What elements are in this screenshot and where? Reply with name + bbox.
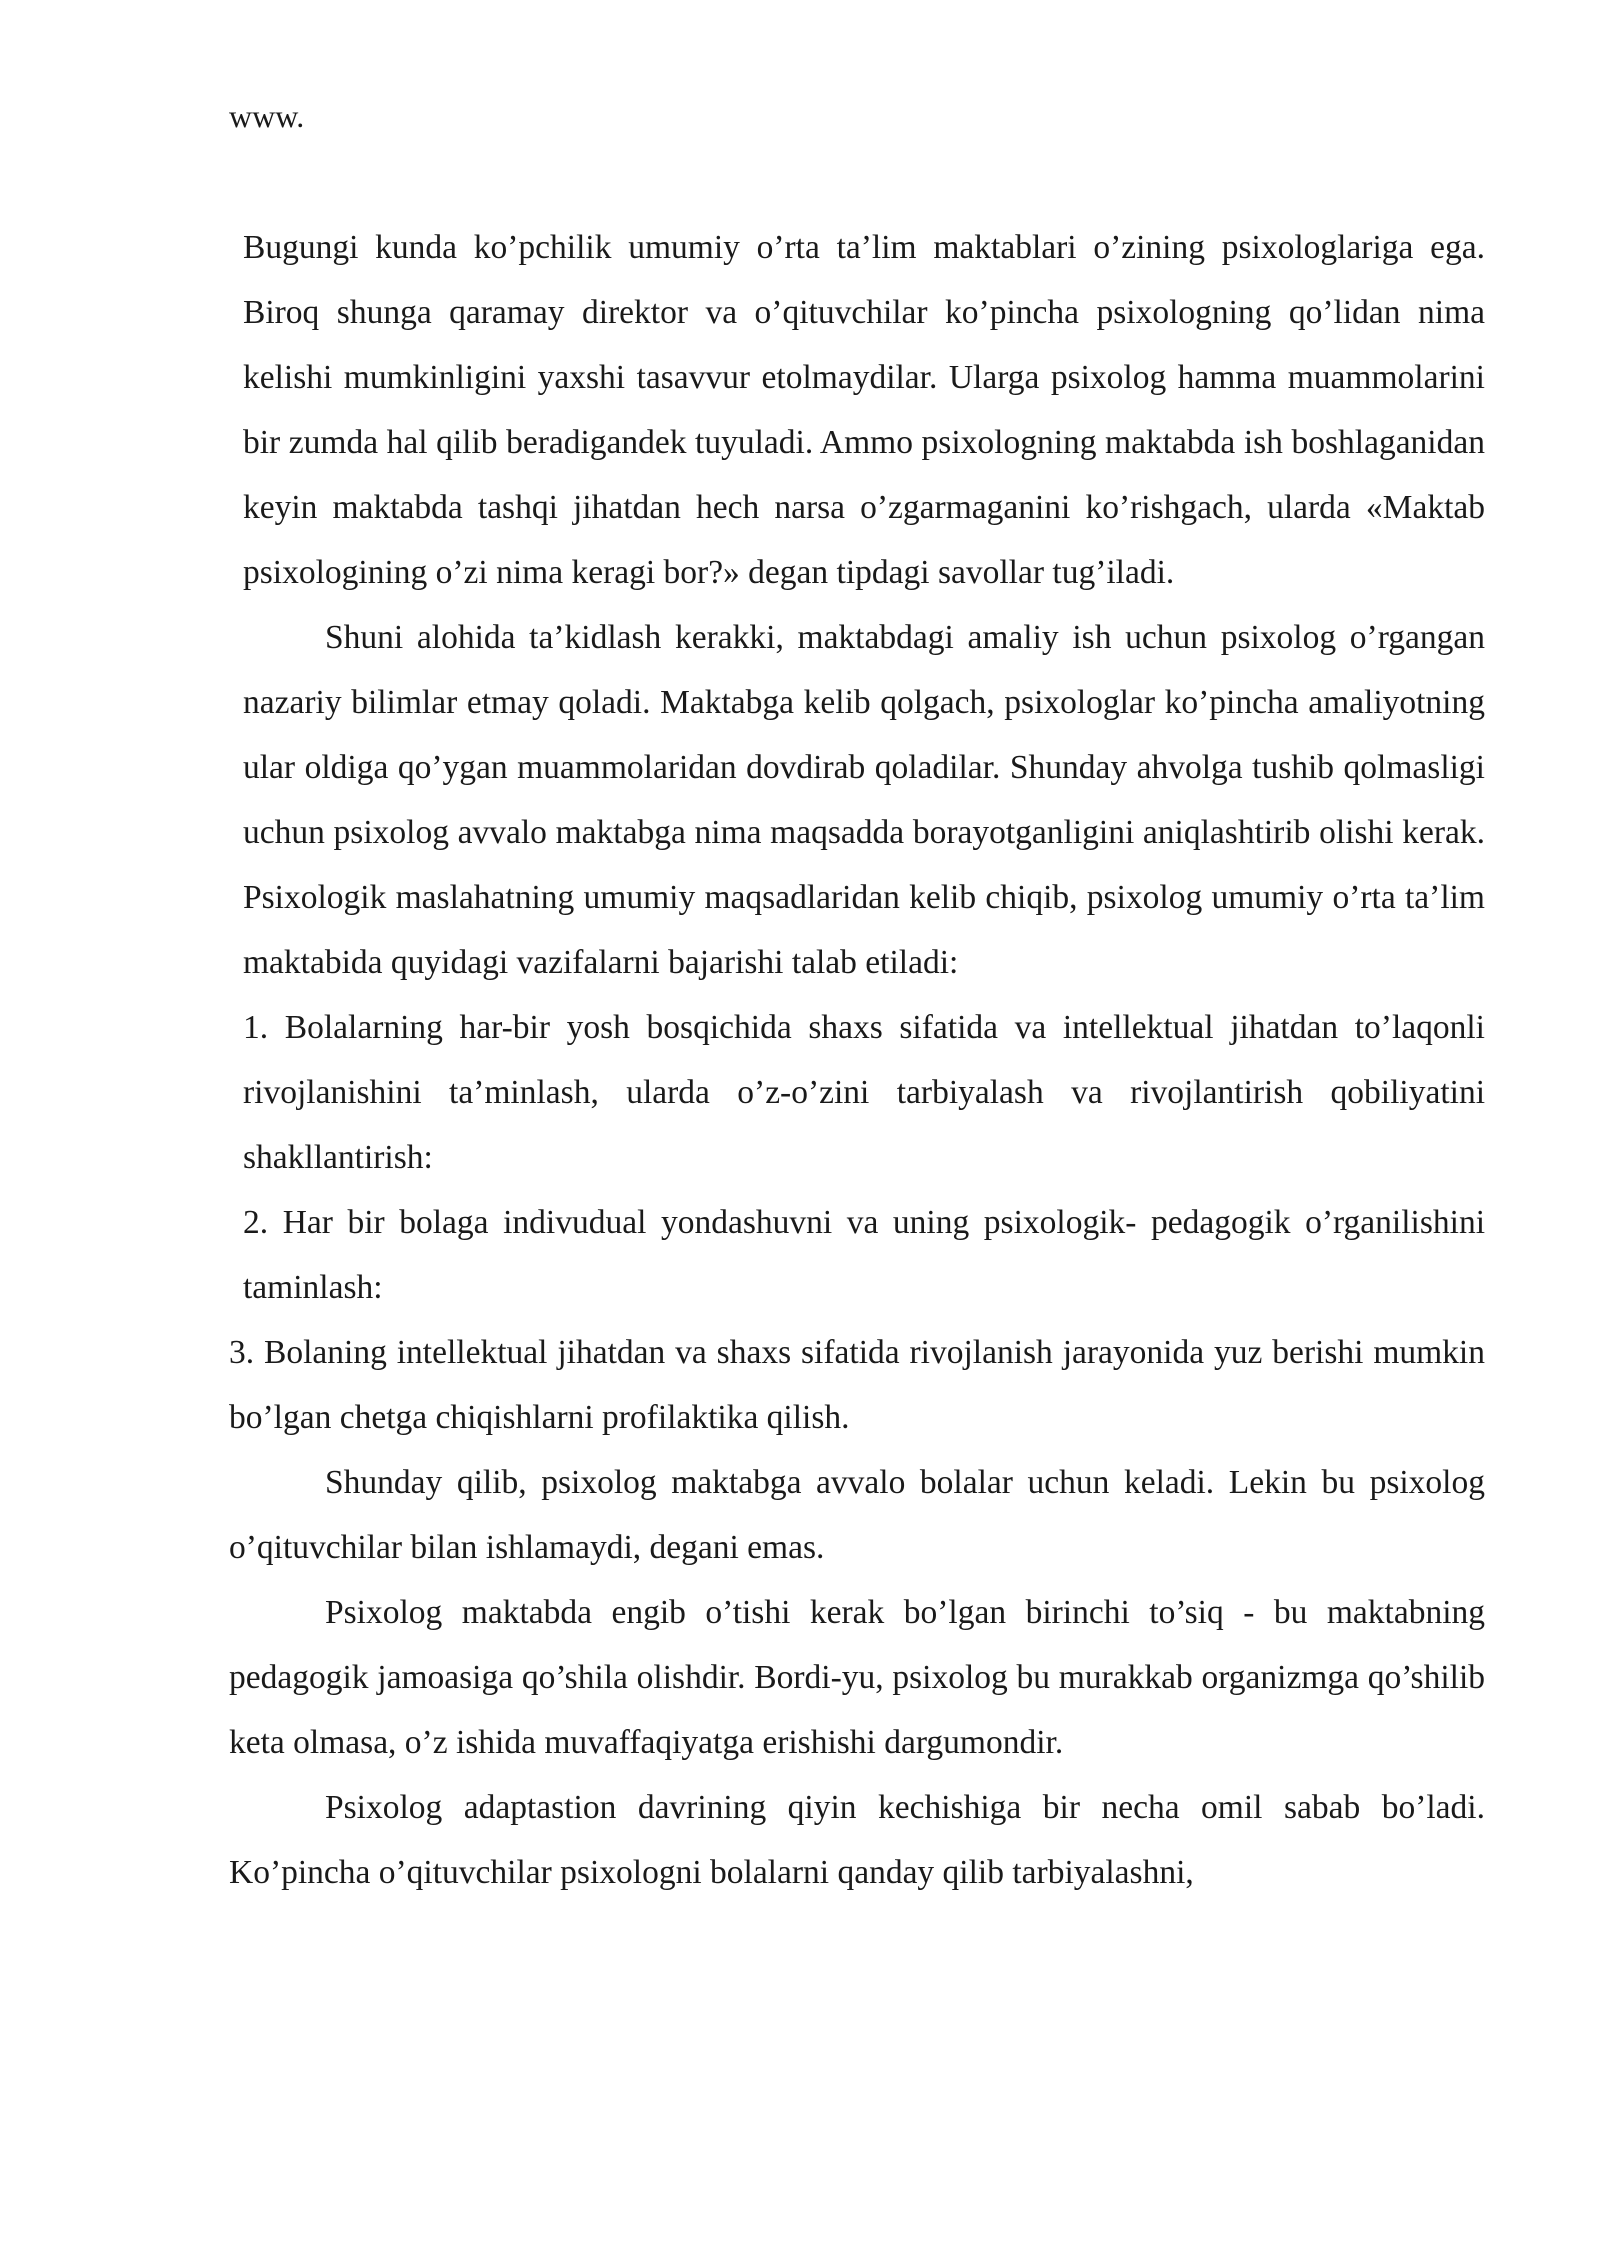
- list-item-2: 2. Har bir bolaga indivudual yondashuvni va uning psixologik- pedagogik o’rganilishini taminlash:: [243, 1204, 1485, 1306]
- list-item-3: 3. Bolaning intellektual jihatdan va shaxs sifatida rivojlanish jarayonida yuz berishi mumkin bo’lgan chetga chiqishlarni profilaktika qilish.: [229, 1334, 1485, 1436]
- paragraph-conclusion: Shunday qilib, psixolog maktabga avvalo bolalar uchun keladi. Lekin bu psixolog o’qituvchilar bilan ishlamaydi, degani emas.: [229, 1464, 1485, 1566]
- body-text: [229, 215, 1485, 1905]
- list-item-1: 1. Bolalarning har-bir yosh bosqichida shaxs sifatida va intellektual jihatdan to’laqonli rivojlanishini ta’minlash, ularda o’z-o’zini tarbiyalash va rivojlantirish qobiliyatini shakllantirish:: [243, 1009, 1485, 1176]
- paragraph-first-obstacle: Psixolog maktabda engib o’tishi kerak bo’lgan birinchi to’siq - bu maktabning pedagogik jamoasiga qo’shila olishdir. Bordi-yu, psixolog bu murakkab organizmga qo’shilib keta olmasa, o’z ishida muvaffaqiyatga erishishi dargumondir.: [229, 1594, 1485, 1761]
- paragraph-tasks-intro: Shuni alohida ta’kidlash kerakki, maktabdagi amaliy ish uchun psixolog o’rgangan nazariy bilimlar etmay qoladi. Maktabga kelib qolgach, psixologlar ko’pincha amaliyotning ular oldiga qo’ygan muammolaridan dovdirab qoladilar. Shunday ahvolga tushib qolmasligi uchun psixolog avvalo maktabga nima maqsadda borayotganligini aniqlashtirib olishi kerak. Psixologik maslahatning umumiy maqsadlaridan kelib chiqib, psixolog umumiy o’rta ta’lim maktabida quyidagi vazifalarni bajarishi talab etiladi:: [243, 619, 1485, 981]
- paragraph-intro: Bugungi kunda ko’pchilik umumiy o’rta ta’lim maktablari o’zining psixologlariga ega. Biroq shunga qaramay direktor va o’qituvchilar ko’pincha psixologning qo’lidan nima kelishi mumkinligini yaxshi tasavvur etolmaydilar. Ularga psixolog hamma muammolarini bir zumda hal qilib beradigandek tuyuladi. Ammo psixologning maktabda ish boshlaganidan keyin maktabda tashqi jihatdan hech narsa o’zgarmaganini ko’rishgach, ularda «Maktab psixologining o’zi nima keragi bor?» degan tipdagi savollar tug’iladi.: [243, 229, 1485, 591]
- page-header: www.: [229, 98, 305, 134]
- paragraph-adaptation: Psixolog adaptastion davrining qiyin kechishiga bir necha omil sabab bo’ladi. Ko’pincha o’qituvchilar psixologni bolalarni qanday qilib tarbiyalashni,: [229, 1789, 1485, 1891]
